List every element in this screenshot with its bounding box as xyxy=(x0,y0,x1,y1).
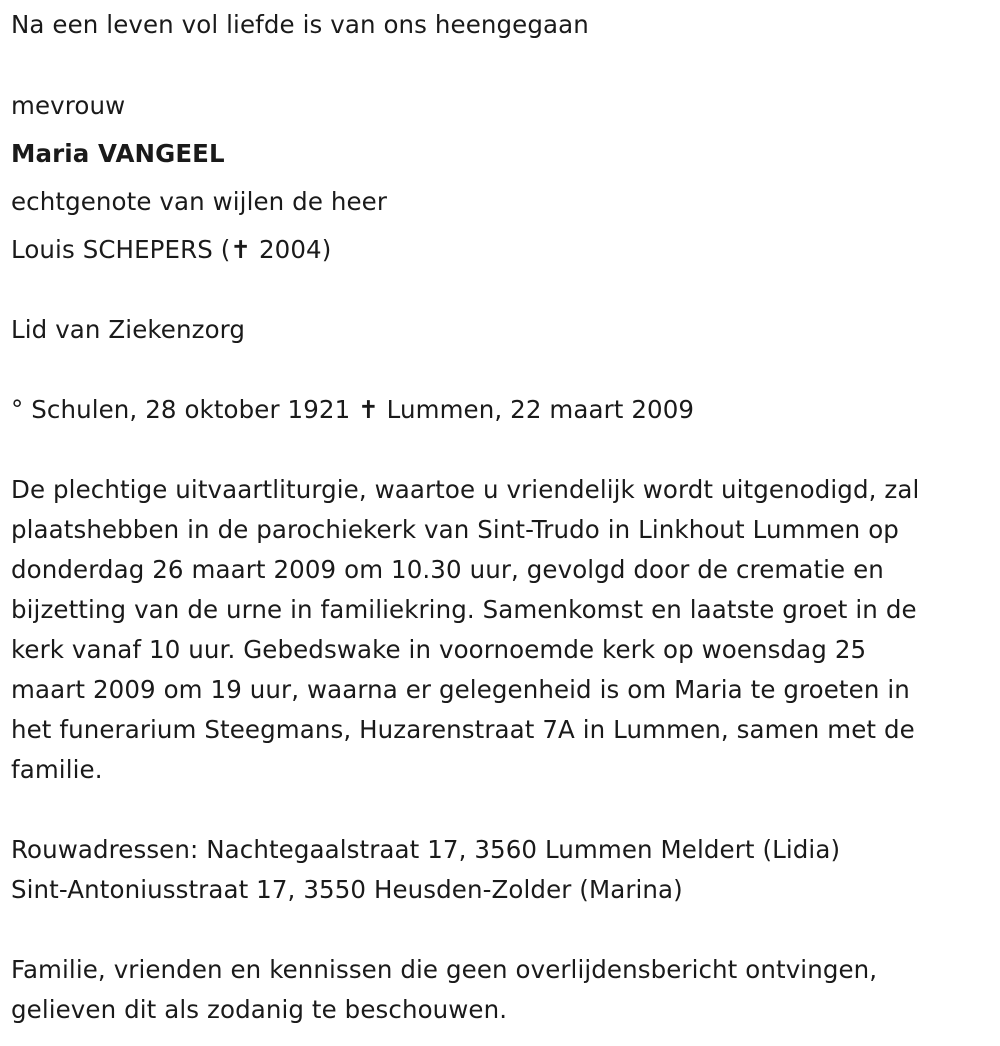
deceased-name: Maria VANGEEL xyxy=(11,139,225,168)
closing-paragraph xyxy=(11,950,996,1030)
addresses-paragraph xyxy=(11,830,996,910)
ceremony-paragraph xyxy=(11,470,996,790)
ceremony-line: het funerarium Steegmans, Huzarenstraat 7A in Lummen, samen met de xyxy=(11,715,915,744)
ceremony-line: De plechtige uitvaartliturgie, waartoe u vriendelijk wordt uitgenodigd, zal xyxy=(11,475,920,504)
ceremony-line: kerk vanaf 10 uur. Gebedswake in voornoemde kerk op woensdag 25 xyxy=(11,635,867,664)
intro-text: Na een leven vol liefde is van ons heengegaan xyxy=(11,10,589,39)
membership-text: Lid van Ziekenzorg xyxy=(11,315,246,344)
ceremony-line: donderdag 26 maart 2009 om 10.30 uur, gevolgd door de crematie en xyxy=(11,555,884,584)
closing-line: Familie, vrienden en kennissen die geen overlijdensbericht ontvingen, xyxy=(11,955,878,984)
ceremony-line: plaatshebben in de parochiekerk van Sint-Trudo in Linkhout Lummen op xyxy=(11,515,899,544)
ceremony-line: familie. xyxy=(11,755,103,784)
spouse-text: Louis SCHEPERS (✝ 2004) xyxy=(11,235,332,264)
birth-death-dates: ° Schulen, 28 oktober 1921 ✝ Lummen, 22 maart 2009 xyxy=(11,395,695,424)
ceremony-line: maart 2009 om 19 uur, waarna er gelegenheid is om Maria te groeten in xyxy=(11,675,910,704)
ceremony-line: bijzetting van de urne in familiekring. Samenkomst en laatste groet in de xyxy=(11,595,917,624)
closing-line: gelieven dit als zodanig te beschouwen. xyxy=(11,995,508,1024)
relation-text: echtgenote van wijlen de heer xyxy=(11,187,388,216)
address-line: Rouwadressen: Nachtegaalstraat 17, 3560 Lummen Meldert (Lidia) xyxy=(11,835,841,864)
honorific: mevrouw xyxy=(11,91,126,120)
address-line: Sint-Antoniusstraat 17, 3550 Heusden-Zolder (Marina) xyxy=(11,875,683,904)
